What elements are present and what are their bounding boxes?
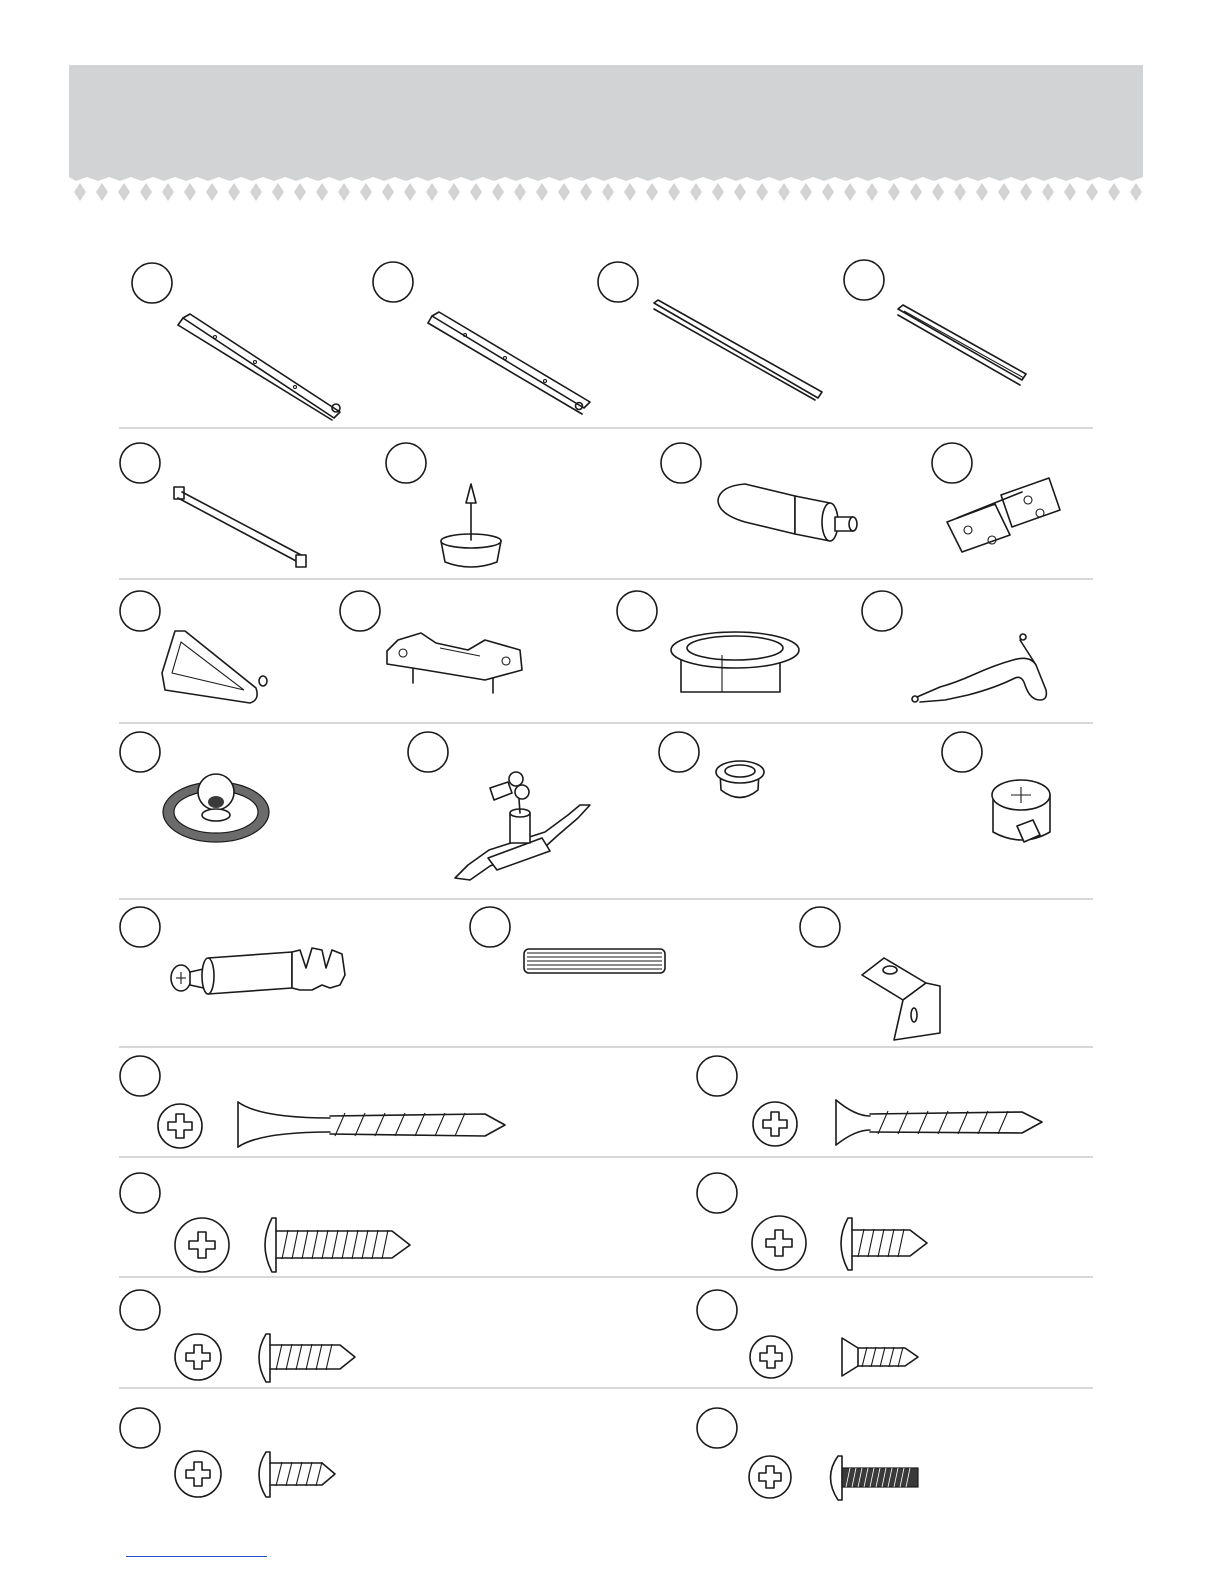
long-wood-screw-icon: [836, 1100, 1042, 1145]
furniture-glide-nail-icon: [441, 484, 501, 567]
part-badge: [120, 732, 160, 772]
drawer-slide-right-icon: [428, 312, 590, 414]
part-badge: [120, 1408, 160, 1448]
wood-dowel-icon: [524, 949, 665, 973]
phillips-head-icon: [753, 1102, 797, 1146]
part-badge: [617, 591, 657, 631]
part-badge: [132, 263, 172, 303]
footer-link-underline[interactable]: [126, 1556, 267, 1557]
part-badge: [386, 443, 426, 483]
part-badge: [120, 591, 160, 631]
cam-lock-fitting-icon: [992, 780, 1050, 842]
tilt-hook-bracket-icon: [162, 631, 267, 703]
part-badge: [120, 907, 160, 947]
part-badge: [697, 1173, 737, 1213]
truss-head-screw-icon: [259, 1452, 335, 1497]
part-badge: [697, 1056, 737, 1096]
truss-head-screw-icon: [841, 1218, 927, 1270]
wire-handle-icon: [912, 634, 1046, 702]
phillips-head-icon: [175, 1334, 221, 1380]
grommet-icon: [671, 632, 799, 692]
part-badge: [659, 732, 699, 772]
part-badge: [942, 732, 982, 772]
leveling-foot-icon: [163, 774, 269, 842]
part-badge: [120, 1290, 160, 1330]
angle-bracket-icon: [862, 958, 940, 1040]
rod-icon: [174, 487, 306, 567]
part-badge: [697, 1290, 737, 1330]
part-badge: [697, 1408, 737, 1448]
drawer-slide-left-icon: [178, 314, 340, 420]
part-badge: [408, 732, 448, 772]
machine-bolt-icon: [831, 1456, 919, 1500]
part-badge: [120, 443, 160, 483]
plastic-grommet-small-icon: [716, 761, 764, 798]
part-badge: [373, 262, 413, 302]
phillips-head-icon: [158, 1104, 202, 1148]
cam-lock-with-keys-icon: [455, 772, 590, 880]
channel-rail-icon: [898, 305, 1026, 385]
phillips-head-icon: [752, 1216, 806, 1270]
flat-head-screw-icon: [842, 1338, 918, 1376]
part-badge: [340, 591, 380, 631]
phillips-head-icon: [175, 1451, 221, 1497]
part-badge: [120, 1056, 160, 1096]
phillips-head-icon: [750, 1336, 792, 1378]
part-badge: [120, 1173, 160, 1213]
mounting-bracket-icon: [387, 633, 522, 693]
phillips-head-icon: [175, 1218, 229, 1272]
truss-head-screw-icon: [259, 1334, 355, 1382]
cam-bolt-icon: [171, 948, 345, 994]
truss-head-screw-icon: [265, 1218, 410, 1272]
part-badge: [470, 907, 510, 947]
butt-hinge-icon: [947, 478, 1060, 552]
long-wood-screw-icon: [238, 1102, 505, 1147]
part-badge: [800, 907, 840, 947]
metal-rail-icon: [654, 300, 822, 400]
part-badge: [862, 591, 902, 631]
part-badge: [932, 443, 972, 483]
part-badge: [598, 262, 638, 302]
shelf-support-pin-icon: [718, 484, 857, 541]
part-badge: [661, 443, 701, 483]
phillips-head-icon: [749, 1456, 791, 1498]
part-badge: [844, 260, 884, 300]
